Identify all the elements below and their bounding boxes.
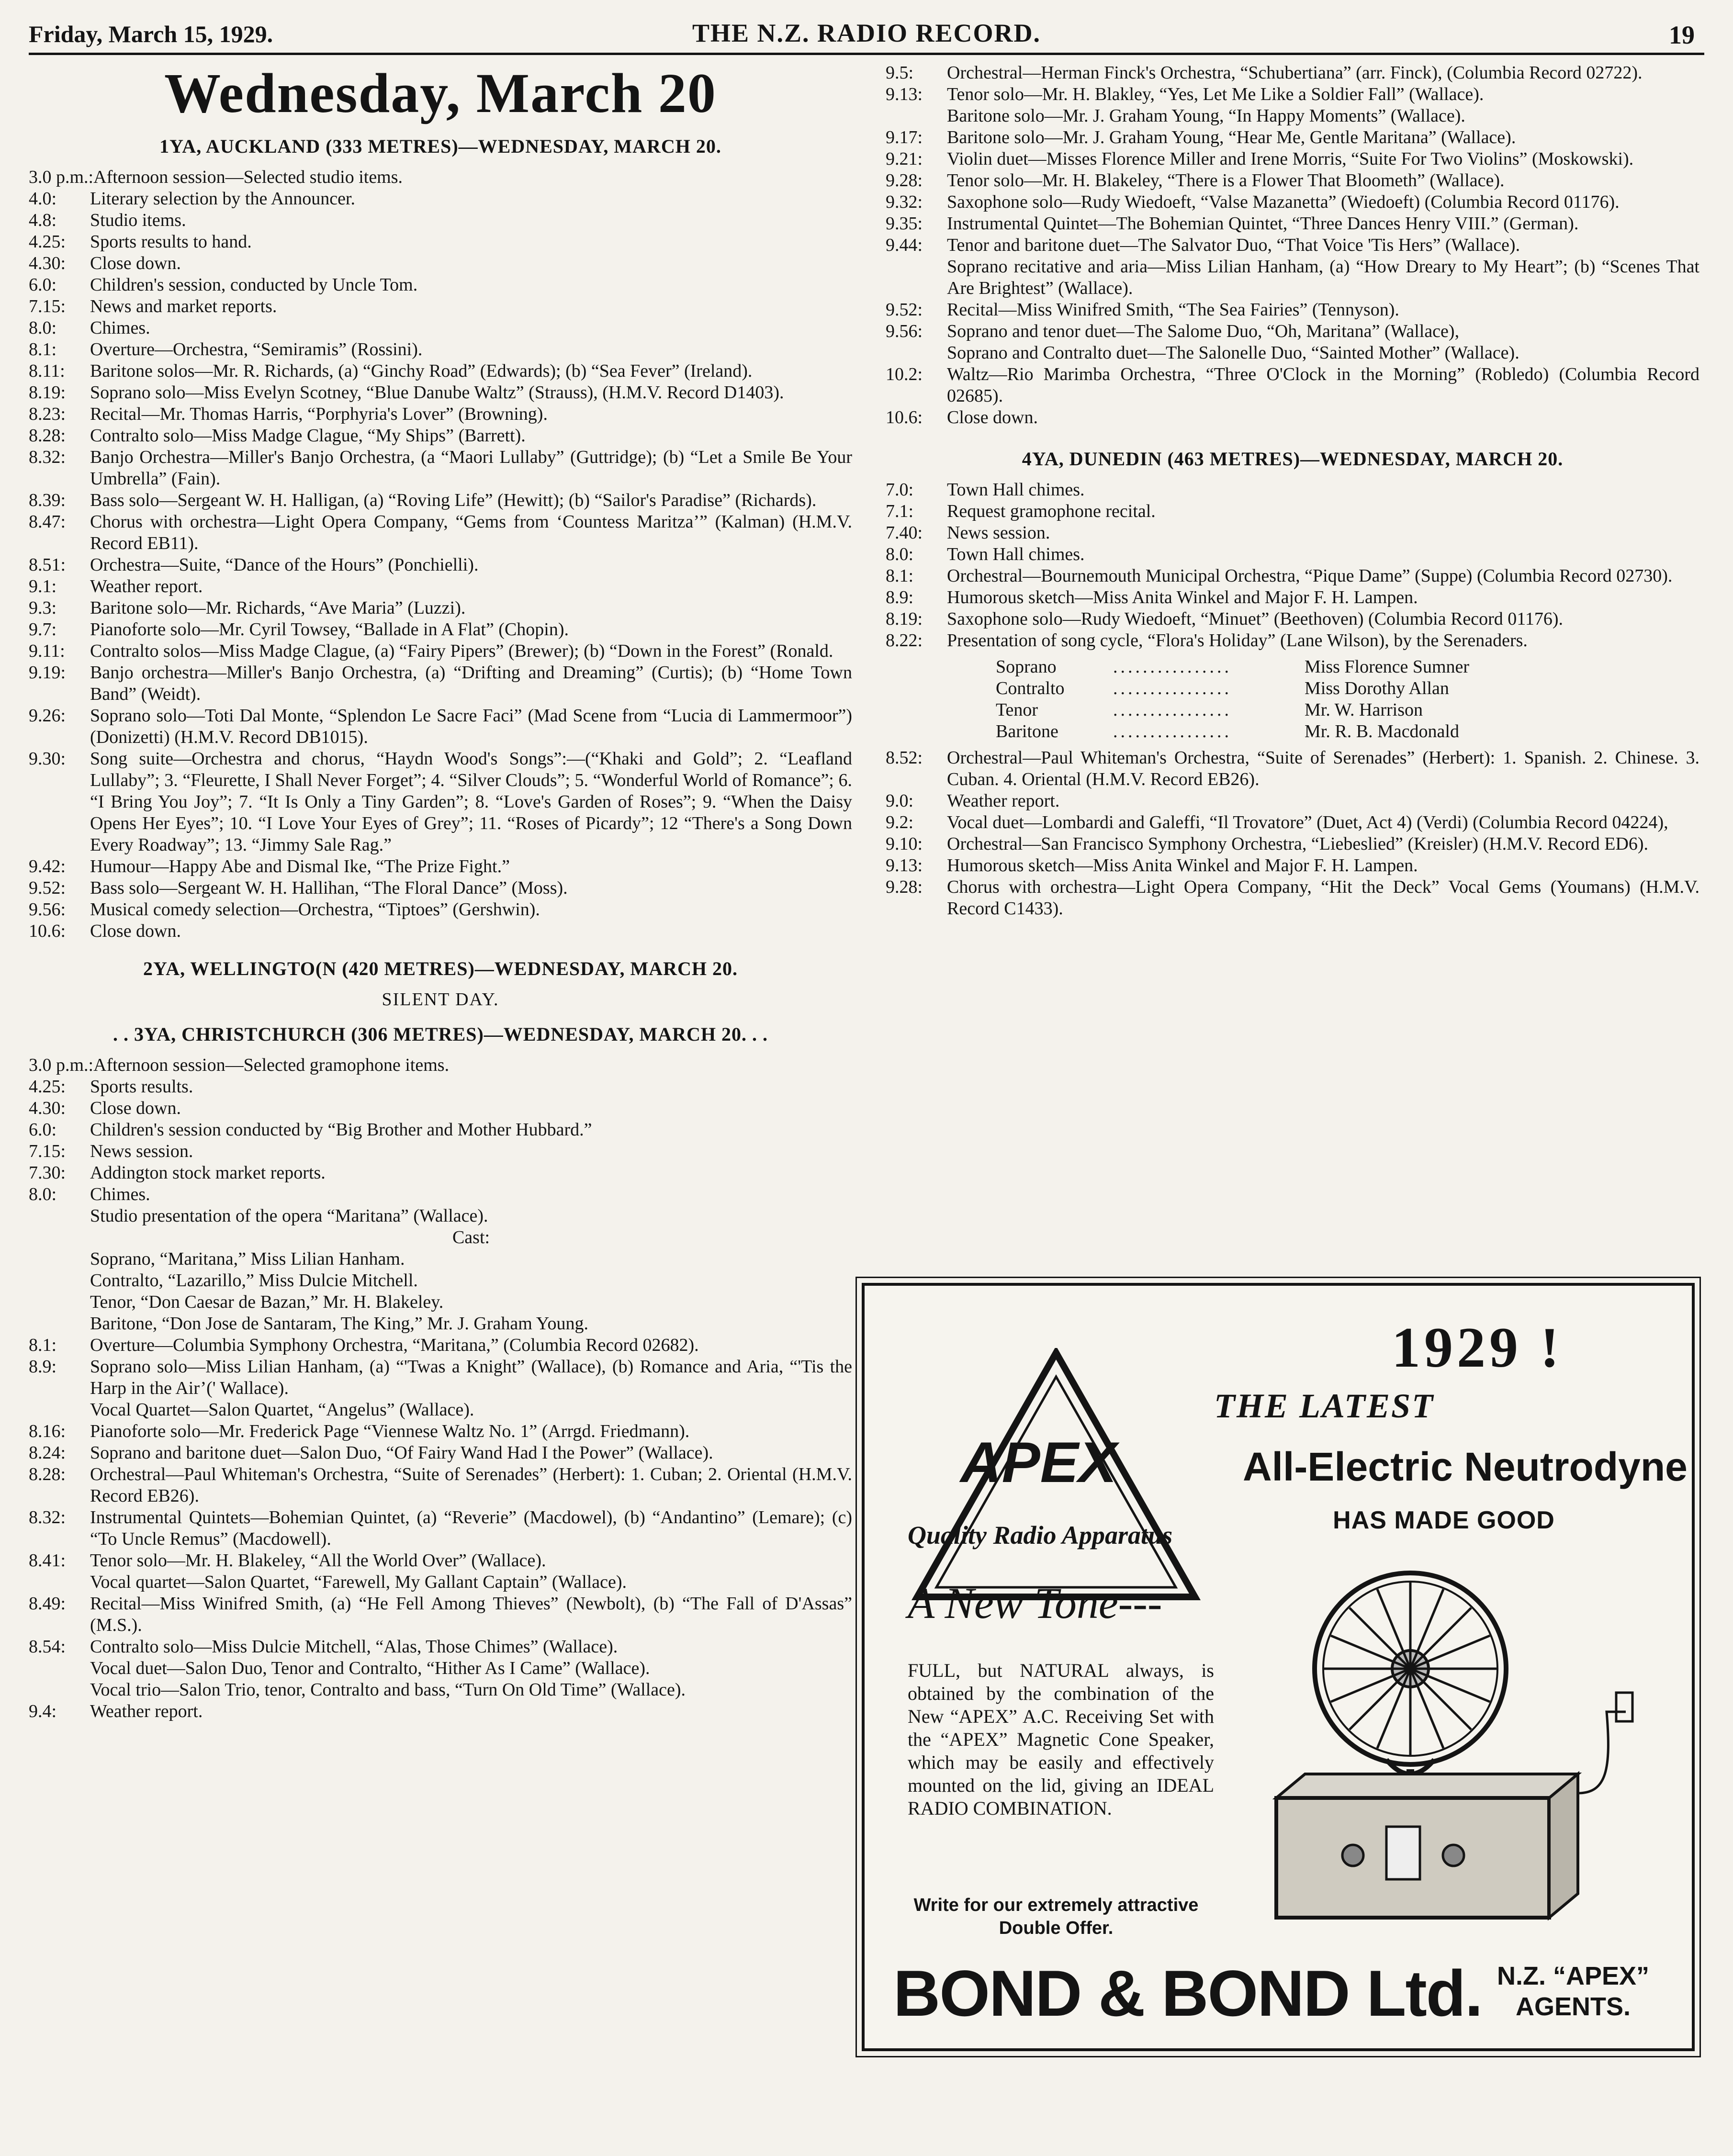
programme-time: 8.47:	[29, 512, 66, 532]
programme-item	[29, 554, 852, 576]
programme-item	[886, 522, 1699, 544]
programme-item	[29, 231, 852, 253]
programme-item	[29, 425, 852, 447]
christchurch-programme-a	[29, 1055, 852, 1205]
programme-item	[29, 360, 852, 382]
programme-text: Saxophone solo—Rudy Wiedoeft, “Minuet” (Beethoven) (Columbia Record 01176).	[947, 609, 1564, 629]
programme-text: Orchestra—Suite, “Dance of the Hours” (Ponchielli).	[90, 555, 479, 575]
programme-text: Contralto solos—Miss Madge Clague, (a) “Fairy Pipers” (Brewer); (b) “Down in the Forest” (Ronald.	[90, 641, 833, 661]
programme-time: 8.1:	[29, 339, 57, 359]
programme-time: 10.6:	[886, 407, 923, 427]
programme-time: 9.42:	[29, 856, 66, 876]
programme-time: 8.24:	[29, 1443, 66, 1463]
programme-text: Banjo orchestra—Miller's Banjo Orchestra, (a) “Drifting and Dreaming” (Curtis); (b) “Home Town Band” (Weidt).	[90, 663, 852, 704]
programme-text: Afternoon session—Selected studio items.	[93, 167, 403, 187]
programme-item	[886, 608, 1699, 630]
programme-text: News and market reports.	[90, 296, 277, 316]
cast-role: Soprano	[996, 657, 1057, 677]
programme-time: 9.52:	[886, 300, 923, 320]
programme-text: Chorus with orchestra—Light Opera Company, “Hit the Deck” Vocal Gems (Youmans) (H.M.V. Record C1433).	[947, 877, 1699, 919]
programme-text: Orchestral—San Francisco Symphony Orchestra, “Liebeslied” (Kreisler) (H.M.V. Record ED6).	[947, 834, 1649, 854]
programme-item	[886, 148, 1699, 170]
right-column	[886, 62, 1699, 920]
programme-item	[29, 1399, 852, 1421]
programme-item	[886, 630, 1699, 651]
cast-line: Baritone, “Don Jose de Santaram, The King,” Mr. J. Graham Young.	[90, 1314, 588, 1334]
programme-time: 8.1:	[29, 1335, 57, 1355]
programme-item	[29, 511, 852, 554]
programme-time: 8.51:	[29, 555, 66, 575]
cast-singer: Miss Florence Sumner	[1305, 657, 1470, 677]
programme-text: Tenor and baritone duet—The Salvator Duo, “That Voice 'Tis Hers” (Wallace).	[947, 235, 1520, 255]
programme-time: 8.1:	[886, 566, 914, 586]
programme-item	[29, 1119, 852, 1141]
leader-dots: ................	[1113, 657, 1232, 677]
programme-text: Literary selection by the Announcer.	[90, 189, 355, 209]
apex-logo-text: APEX	[960, 1430, 1117, 1494]
programme-item	[29, 748, 852, 856]
programme-text: Recital—Miss Winifred Smith, “The Sea Fairies” (Tennyson).	[947, 300, 1399, 320]
programme-time: 9.5:	[886, 63, 914, 83]
programme-text: Saxophone solo—Rudy Wiedoeft, “Valse Mazanetta” (Wiedoeft) (Columbia Record 01176).	[947, 192, 1620, 212]
page-number: 19	[1669, 21, 1695, 49]
leader-dots: ................	[1113, 678, 1232, 698]
programme-item	[29, 662, 852, 705]
programme-item	[29, 597, 852, 619]
song-cycle-cast	[886, 656, 1699, 742]
programme-item	[29, 188, 852, 210]
issue-date: Friday, March 15, 1929.	[29, 21, 273, 47]
programme-item	[29, 490, 852, 511]
programme-item	[29, 1658, 852, 1679]
dunedin-programme-a	[886, 479, 1699, 651]
programme-item	[29, 1701, 852, 1722]
agents-label	[1477, 1961, 1669, 2022]
programme-time: 9.2:	[886, 812, 914, 832]
programme-item	[886, 299, 1699, 321]
programme-time: 4.30:	[29, 253, 66, 273]
programme-text: Orchestral—Herman Finck's Orchestra, “Schubertiana” (arr. Finck), (Columbia Record 02722).	[947, 63, 1643, 83]
programme-item	[29, 619, 852, 640]
cast-row	[996, 699, 1699, 721]
radio-speaker-icon	[1243, 1568, 1635, 1932]
programme-text: Soprano recitative and aria—Miss Lilian Hanham, (a) “How Dreary to My Heart”; (b) “Scenes That Are Brightest” (Wallace).	[947, 257, 1699, 298]
programme-text: Instrumental Quintets—Bohemian Quintet, (a) “Reverie” (Macdowel), (b) “Andantino” (Lemare); (c) “To Uncle Remus” (Macdowell).	[90, 1507, 852, 1549]
programme-text: Baritone solo—Mr. J. Graham Young, “In Happy Moments” (Wallace).	[947, 106, 1465, 126]
programme-text: Sports results.	[90, 1077, 193, 1097]
programme-text: Town Hall chimes.	[947, 480, 1085, 500]
programme-time: 9.52:	[29, 878, 66, 898]
programme-item	[886, 127, 1699, 148]
programme-item	[29, 274, 852, 296]
programme-item	[29, 1636, 852, 1658]
programme-text: News session.	[947, 523, 1050, 543]
publication-title: THE N.Z. RADIO RECORD.	[692, 19, 1041, 47]
programme-item	[886, 170, 1699, 191]
leader-dots: ................	[1113, 700, 1232, 720]
station-header-auckland: 1YA, AUCKLAND (333 METRES)—WEDNESDAY, MARCH 20.	[159, 135, 721, 157]
apex-advertisement	[862, 1283, 1695, 2051]
masthead	[29, 14, 1704, 55]
programme-time: 10.2:	[886, 364, 923, 384]
programme-item	[29, 1076, 852, 1098]
ad-latest: THE LATEST	[1214, 1387, 1435, 1425]
programme-item	[886, 84, 1699, 105]
programme-text: Addington stock market reports.	[90, 1163, 326, 1183]
programme-time: 6.0:	[29, 1120, 57, 1140]
programme-text: Overture—Columbia Symphony Orchestra, “Maritana,” (Columbia Record 02682).	[90, 1335, 699, 1355]
programme-item	[886, 587, 1699, 608]
programme-text: Overture—Orchestra, “Semiramis” (Rossini).	[90, 339, 423, 359]
programme-item	[29, 1421, 852, 1442]
ad-offer-note: Write for our extremely attractive Double Offer.	[913, 1895, 1199, 1938]
ad-body-text: FULL, but NATURAL always, is obtained by the combination of the New “APEX” A.C. Receiving Set with the “APEX” Magnetic Cone Speaker, which may be easily and effectively mounted on the lid, giving an IDEAL RADIO COMBINATION.	[908, 1660, 1214, 1819]
programme-item	[29, 856, 852, 877]
programme-item	[886, 747, 1699, 790]
programme-text: Chimes.	[90, 1184, 150, 1204]
cast-role: Tenor	[996, 700, 1038, 720]
programme-time: 7.40:	[886, 523, 923, 543]
programme-time: 7.1:	[886, 501, 914, 521]
programme-time: 7.30:	[29, 1163, 66, 1183]
programme-time: 9.4:	[29, 1701, 57, 1721]
programme-item	[886, 321, 1699, 342]
programme-text: Request gramophone recital.	[947, 501, 1156, 521]
programme-time: 8.16:	[29, 1421, 66, 1441]
programme-time: 9.28:	[886, 170, 923, 191]
programme-item	[29, 1593, 852, 1636]
programme-text: Soprano and tenor duet—The Salome Duo, “Oh, Maritana” (Wallace),	[947, 321, 1460, 341]
programme-item	[886, 407, 1699, 428]
programme-time: 8.52:	[886, 748, 923, 768]
programme-time: 9.10:	[886, 834, 923, 854]
programme-text: Presentation of song cycle, “Flora's Holiday” (Lane Wilson), by the Serenaders.	[947, 630, 1528, 651]
programme-text: Vocal duet—Lombardi and Galeffi, “Il Trovatore” (Duet, Act 4) (Verdi) (Columbia Record 04224),	[947, 812, 1668, 832]
programme-item	[29, 640, 852, 662]
cast-role: Contralto	[996, 678, 1065, 698]
programme-text: Recital—Mr. Thomas Harris, “Porphyria's Lover” (Browning).	[90, 404, 548, 424]
programme-time: 8.19:	[29, 382, 66, 403]
programme-text: Close down.	[90, 253, 181, 273]
programme-time: 8.54:	[29, 1637, 66, 1657]
programme-time: 9.56:	[886, 321, 923, 341]
programme-time: 9.32:	[886, 192, 923, 212]
programme-item	[886, 105, 1699, 127]
programme-text: Recital—Miss Winifred Smith, (a) “He Fell Among Thieves” (Newbolt), (b) “The Fall of D'Assas” (M.S.).	[90, 1594, 852, 1635]
ad-year: 1929 !	[1392, 1315, 1563, 1379]
ad-new-tone: A New Tone---	[908, 1579, 1162, 1628]
programme-text: Musical comedy selection—Orchestra, “Tiptoes” (Gershwin).	[90, 899, 540, 920]
programme-item	[29, 1464, 852, 1507]
programme-item	[29, 1507, 852, 1550]
programme-time: 8.41:	[29, 1550, 66, 1571]
programme-text: Bass solo—Sergeant W. H. Hallihan, “The Floral Dance” (Moss).	[90, 878, 568, 898]
programme-item	[29, 317, 852, 339]
programme-text: Humour—Happy Abe and Dismal Ike, “The Prize Fight.”	[90, 856, 510, 876]
programme-time: 9.0:	[886, 791, 914, 811]
programme-text: Weather report.	[947, 791, 1060, 811]
programme-text: Close down.	[90, 1098, 181, 1118]
programme-time: 8.23:	[29, 404, 66, 424]
opera-presentation: Studio presentation of the opera “Maritana” (Wallace).	[90, 1206, 488, 1226]
programme-time: 9.13:	[886, 855, 923, 876]
programme-item	[29, 705, 852, 748]
programme-time: 9.30:	[29, 749, 66, 769]
programme-item	[886, 855, 1699, 876]
programme-item	[886, 479, 1699, 501]
programme-text: Instrumental Quintet—The Bohemian Quintet, “Three Dances Henry VIII.” (German).	[947, 213, 1579, 234]
cast-singer: Miss Dorothy Allan	[1305, 678, 1449, 698]
programme-item	[29, 447, 852, 490]
programme-item	[29, 1442, 852, 1464]
programme-item	[886, 876, 1699, 920]
programme-item	[29, 1550, 852, 1572]
programme-time: 8.0:	[886, 544, 914, 564]
christchurch-programme-b	[29, 1335, 852, 1722]
programme-item	[886, 364, 1699, 407]
station-header-christchurch: . . 3YA, CHRISTCHURCH (306 METRES)—WEDNESDAY, MARCH 20. . .	[113, 1023, 768, 1045]
programme-item	[29, 1098, 852, 1119]
agents-line-2: AGENTS.	[1515, 1992, 1631, 2021]
programme-time: 9.26:	[29, 706, 66, 726]
programme-time: 8.0:	[29, 1184, 57, 1204]
christchurch-programme-continued	[886, 62, 1699, 428]
cast-row	[996, 656, 1699, 678]
programme-time: 9.21:	[886, 149, 923, 169]
programme-time: 7.15:	[29, 296, 66, 316]
programme-time: 8.28:	[29, 1464, 66, 1484]
cast-singer: Mr. R. B. Macdonald	[1305, 721, 1459, 741]
programme-text: Town Hall chimes.	[947, 544, 1085, 564]
programme-item	[29, 1335, 852, 1356]
programme-text: Baritone solo—Mr. J. Graham Young, “Hear Me, Gentle Maritana” (Wallace).	[947, 127, 1516, 147]
programme-time: 4.0:	[29, 189, 57, 209]
programme-text: Tenor solo—Mr. H. Blakeley, “All the World Over” (Wallace).	[90, 1550, 546, 1571]
programme-text: Orchestral—Paul Whiteman's Orchestra, “Suite of Serenades” (Herbert): 1. Spanish. 2. Chinese. 3. Cuban. 4. Oriental (H.M.V. Record EB26).	[947, 748, 1699, 789]
programme-item	[29, 1141, 852, 1162]
programme-item	[29, 877, 852, 899]
programme-text: Sports results to hand.	[90, 232, 252, 252]
programme-text: Contralto solo—Miss Madge Clague, “My Ships” (Barrett).	[90, 426, 526, 446]
cast-line: Contralto, “Lazarillo,” Miss Dulcie Mitchell.	[90, 1270, 418, 1291]
programme-text: Chorus with orchestra—Light Opera Company, “Gems from ‘Countess Maritza’” (Kalman) (H.M.V. Record EB11).	[90, 512, 852, 553]
programme-text: Tenor solo—Mr. H. Blakley, “Yes, Let Me Like a Soldier Fall” (Wallace).	[947, 84, 1484, 104]
programme-item	[29, 1184, 852, 1205]
cast-line: Tenor, “Don Caesar de Bazan,” Mr. H. Blakeley.	[90, 1292, 444, 1312]
programme-time: 7.0:	[886, 480, 914, 500]
dunedin-programme-b	[886, 747, 1699, 920]
programme-text: Orchestral—Bournemouth Municipal Orchestra, “Pique Dame” (Suppe) (Columbia Record 02730).	[947, 566, 1673, 586]
programme-time: 8.32:	[29, 1507, 66, 1527]
programme-text: Vocal trio—Salon Trio, tenor, Contralto and bass, “Turn On Old Time” (Wallace).	[90, 1680, 686, 1700]
programme-text: News session.	[90, 1141, 193, 1161]
programme-time: 9.28:	[886, 877, 923, 897]
programme-time: 7.15:	[29, 1141, 66, 1161]
auckland-programme	[29, 167, 852, 942]
programme-time: 9.17:	[886, 127, 923, 147]
programme-text: Children's session, conducted by Uncle Tom.	[90, 275, 418, 295]
programme-time: 8.9:	[886, 587, 914, 607]
company-name: BOND & BOND Ltd.	[893, 1957, 1482, 2030]
programme-time: 8.28:	[29, 426, 66, 446]
programme-item	[29, 576, 852, 597]
programme-item	[29, 296, 852, 317]
programme-text: Orchestral—Paul Whiteman's Orchestra, “Suite of Serenades” (Herbert): 1. Cuban; 2. Oriental (H.M.V. Record EB26).	[90, 1464, 852, 1506]
programme-text: Pianoforte solo—Mr. Frederick Page “Viennese Waltz No. 1” (Arrgd. Friedmann).	[90, 1421, 690, 1441]
programme-item	[886, 342, 1699, 364]
programme-text: Weather report.	[90, 1701, 203, 1721]
programme-time: 4.8:	[29, 210, 57, 230]
programme-text: Humorous sketch—Miss Anita Winkel and Major F. H. Lampen.	[947, 855, 1418, 876]
programme-time: 6.0:	[29, 275, 57, 295]
programme-item	[29, 1162, 852, 1184]
programme-time: 8.0:	[29, 318, 57, 338]
cast-role: Baritone	[996, 721, 1058, 741]
programme-text: Studio items.	[90, 210, 186, 230]
programme-time: 3.0 p.m.:	[29, 1055, 94, 1075]
programme-time: 9.3:	[29, 598, 57, 618]
programme-item	[29, 1679, 852, 1701]
ad-has-made-good: HAS MADE GOOD	[1333, 1506, 1555, 1534]
programme-text: Vocal quartet—Salon Quartet, “Farewell, My Gallant Captain” (Wallace).	[90, 1572, 627, 1592]
programme-item	[886, 812, 1699, 833]
programme-item	[886, 790, 1699, 812]
programme-item	[29, 899, 852, 921]
ad-product-name: All-Electric Neutrodyne	[1243, 1444, 1688, 1489]
leader-dots: ................	[1113, 721, 1232, 741]
station-header-dunedin: 4YA, DUNEDIN (463 METRES)—WEDNESDAY, MARCH 20.	[1022, 448, 1564, 470]
programme-time: 9.11:	[29, 641, 65, 661]
station-header-wellington: 2YA, WELLINGTO(N (420 METRES)—WEDNESDAY, MARCH 20.	[143, 958, 738, 979]
programme-time: 8.39:	[29, 490, 66, 510]
programme-text: Soprano solo—Miss Evelyn Scotney, “Blue Danube Waltz” (Strauss), (H.M.V. Record D1403).	[90, 382, 784, 403]
programme-item	[886, 544, 1699, 565]
programme-time: 8.11:	[29, 361, 65, 381]
programme-text: Vocal Quartet—Salon Quartet, “Angelus” (Wallace).	[90, 1400, 474, 1420]
programme-text: Baritone solo—Mr. Richards, “Ave Maria” (Luzzi).	[90, 598, 466, 618]
programme-time: 4.25:	[29, 232, 66, 252]
silent-day-note: SILENT DAY.	[382, 989, 499, 1010]
programme-time: 8.19:	[886, 609, 923, 629]
programme-item	[886, 235, 1699, 256]
programme-time: 9.56:	[29, 899, 66, 920]
programme-text: Tenor solo—Mr. H. Blakeley, “There is a Flower That Bloometh” (Wallace).	[947, 170, 1505, 191]
programme-time: 4.30:	[29, 1098, 66, 1118]
programme-item	[29, 210, 852, 231]
programme-time: 3.0 p.m.:	[29, 167, 94, 187]
programme-text: Waltz—Rio Marimba Orchestra, “Three O'Clock in the Morning” (Robledo) (Columbia Record 02685).	[947, 364, 1699, 406]
left-column	[29, 62, 852, 1722]
programme-time: 4.25:	[29, 1077, 66, 1097]
programme-text: Song suite—Orchestra and chorus, “Haydn Wood's Songs”:—(“Khaki and Gold”; 2. “Leafland Lullaby”; 3. “Fleurette, I Shall Never Forget”; 4. “Silver Clouds”; 5. “Wonderful World of Romance”; 6. “I Bring You Joy”; 7. “It Is Only a Tiny Garden”; 8. “Love's Garden of Roses”; 9. “When the Daisy Opens Her Eyes”; 10. “I Love Your Eyes of Grey”; 11. “Roses of Picardy”; 12 “There's a Song Down Every Roadway”; 13. “Jimmy Sale Rag.”	[90, 749, 852, 855]
programme-time: 8.22:	[886, 630, 923, 651]
logo-tagline: Quality Radio Apparatus	[908, 1521, 1173, 1550]
programme-item	[886, 191, 1699, 213]
programme-item	[886, 62, 1699, 84]
programme-time: 8.49:	[29, 1594, 66, 1614]
programme-time: 9.35:	[886, 213, 923, 234]
programme-text: Bass solo—Sergeant W. H. Halligan, (a) “Roving Life” (Hewitt); (b) “Sailor's Paradise” (Richards).	[90, 490, 817, 510]
programme-text: Afternoon session—Selected gramophone items.	[93, 1055, 450, 1075]
programme-text: Close down.	[947, 407, 1038, 427]
programme-text: Chimes.	[90, 318, 150, 338]
programme-item	[886, 833, 1699, 855]
programme-item	[29, 1356, 852, 1399]
cast-row	[996, 721, 1699, 742]
programme-item	[886, 565, 1699, 587]
programme-text: Banjo Orchestra—Miller's Banjo Orchestra, (a “Maori Lullaby” (Guttridge); (b) “Let a Smile Be Your Umbrella” (Fain).	[90, 447, 852, 489]
programme-time: 8.32:	[29, 447, 66, 467]
programme-item	[29, 1572, 852, 1593]
programme-text: Violin duet—Misses Florence Miller and Irene Morris, “Suite For Two Violins” (Moskowski).	[947, 149, 1634, 169]
programme-text: Pianoforte solo—Mr. Cyril Towsey, “Ballade in A Flat” (Chopin).	[90, 619, 569, 640]
programme-text: Children's session conducted by “Big Brother and Mother Hubbard.”	[90, 1120, 592, 1140]
programme-text: Humorous sketch—Miss Anita Winkel and Major F. H. Lampen.	[947, 587, 1418, 607]
programme-item	[29, 382, 852, 404]
programme-text: Close down.	[90, 921, 181, 941]
programme-item	[29, 404, 852, 425]
programme-item	[886, 501, 1699, 522]
programme-item	[29, 253, 852, 274]
programme-time: 9.1:	[29, 576, 57, 596]
programme-item	[886, 213, 1699, 235]
programme-time: 10.6:	[29, 921, 66, 941]
programme-item	[29, 167, 852, 188]
cast-line: Soprano, “Maritana,” Miss Lilian Hanham.	[90, 1249, 405, 1269]
programme-text: Soprano solo—Miss Lilian Hanham, (a) “'Twas a Knight” (Wallace), (b) Romance and Aria, “'Tis the Harp in the Air’(' Wallace).	[90, 1357, 852, 1398]
opera-cast	[29, 1248, 852, 1335]
programme-item	[29, 921, 852, 942]
programme-text: Contralto solo—Miss Dulcie Mitchell, “Alas, Those Chimes” (Wallace).	[90, 1637, 618, 1657]
day-title: Wednesday, March 20	[164, 62, 717, 124]
programme-time: 8.9:	[29, 1357, 57, 1377]
programme-time: 9.44:	[886, 235, 923, 255]
agents-line-1: N.Z. “APEX”	[1497, 1962, 1650, 1990]
programme-text: Soprano and baritone duet—Salon Duo, “Of Fairy Wand Had I the Power” (Wallace).	[90, 1443, 713, 1463]
programme-item	[29, 1055, 852, 1076]
programme-text: Weather report.	[90, 576, 203, 596]
programme-time: 9.19:	[29, 663, 66, 683]
cast-singer: Mr. W. Harrison	[1305, 700, 1423, 720]
cast-label: Cast:	[452, 1227, 490, 1247]
programme-time: 9.7:	[29, 619, 57, 640]
programme-text: Baritone solos—Mr. R. Richards, (a) “Ginchy Road” (Edwards); (b) “Sea Fever” (Ireland).	[90, 361, 753, 381]
programme-text: Soprano solo—Toti Dal Monte, “Splendon Le Sacre Faci” (Mad Scene from “Lucia di Lammermoor”) (Donizetti) (H.M.V. Record DB1015).	[90, 706, 852, 747]
cast-row	[996, 678, 1699, 699]
programme-text: Vocal duet—Salon Duo, Tenor and Contralto, “Hither As I Came” (Wallace).	[90, 1658, 650, 1678]
programme-time: 9.13:	[886, 84, 923, 104]
programme-text: Soprano and Contralto duet—The Salonelle Duo, “Sainted Mother” (Wallace).	[947, 343, 1519, 363]
programme-item	[886, 256, 1699, 299]
programme-item	[29, 339, 852, 360]
